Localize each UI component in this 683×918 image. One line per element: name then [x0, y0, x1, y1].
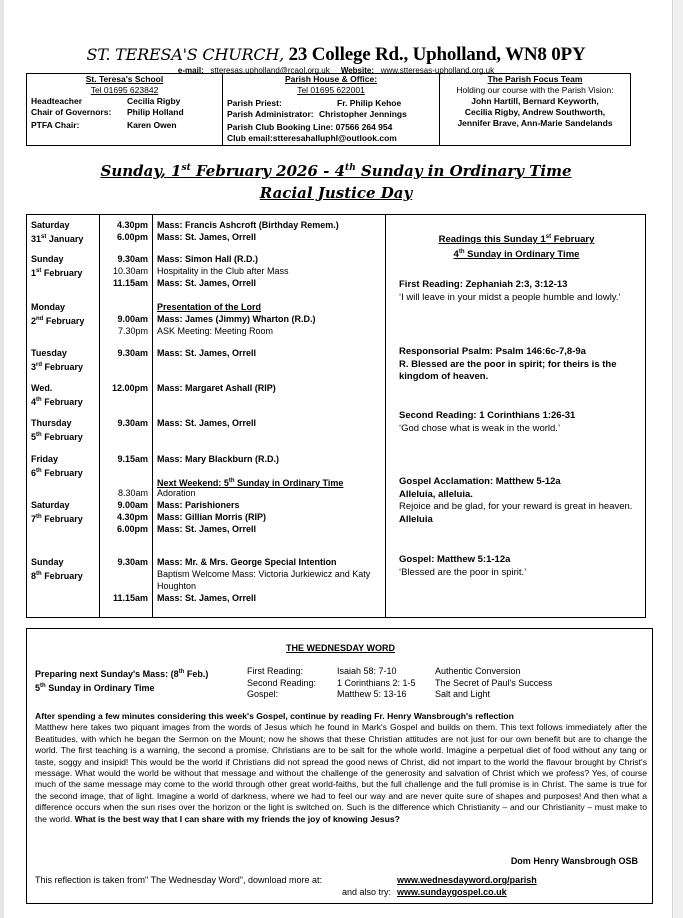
sunday-gospel-link[interactable]: www.sundaygospel.co.uk: [397, 887, 507, 897]
school-row: [31, 96, 218, 107]
reading-text: Rejoice and be glad, for your reward is great in heaven.: [399, 501, 633, 512]
parish-row: [227, 109, 435, 120]
author-signature: Dom Henry Wansbrough OSB: [510, 856, 638, 866]
reading-title: Responsorial Psalm: Psalm 146:6c-7,8-9a: [399, 346, 586, 357]
wednesday-word: [26, 628, 653, 904]
schedule-event: Mass: James (Jimmy) Wharton (R.D.): [157, 314, 316, 324]
school-info: [27, 74, 223, 145]
schedule-day: Monday 2nd February: [31, 302, 85, 326]
date-heading: Sunday, 1st February 2026 - 4th Sunday in Ordinary Time: [100, 162, 572, 180]
parish-title: Parish House & Office:: [284, 74, 378, 84]
school-row: [31, 120, 218, 131]
row-value: Fr. Philip Kehoe: [337, 98, 402, 108]
first-reading: [399, 279, 639, 304]
schedule-time: 8.30am: [117, 488, 148, 498]
schedule-event: ASK Meeting: Meeting Room: [157, 326, 274, 336]
wednesday-word-link[interactable]: www.wednesdayword.org/parish: [397, 875, 537, 885]
next-readings-themes: Authentic Conversion The Secret of Paul's Success Salt and Light: [435, 666, 553, 699]
schedule-event: Mass: Mr. & Mrs. George Special Intention: [157, 557, 337, 567]
schedule-day: Thursday 5th February: [31, 418, 83, 442]
next-readings-labels: First Reading: Second Reading: Gospel:: [247, 666, 317, 699]
schedule-event: Hospitality in the Club after Mass: [157, 266, 289, 276]
schedule-time: 9.30am: [117, 348, 148, 358]
reading-text: ‘I will leave in your midst a people humble and lowly.’: [399, 291, 621, 303]
school-tel: Tel 01695 623842: [90, 85, 159, 95]
schedule-day: Tuesday 3rd February: [31, 348, 84, 372]
reading-text: Alleluia: [399, 513, 433, 525]
also-label: and also try:: [341, 887, 391, 897]
reflection-lead: After spending a few minutes considering this week's Gospel, continue by reading Fr. Henry Wansbrough's reflection: [35, 711, 514, 721]
church-address: 23 College Rd., Upholland, WN8 0PY: [284, 44, 586, 65]
row-value: Philip Holland: [127, 107, 184, 117]
info-box: [26, 73, 631, 146]
school-row: [31, 107, 218, 118]
schedule-time: 9.30am: [117, 254, 148, 264]
schedule-time: 11.15am: [112, 593, 148, 603]
schedule-event: Mass: St. James, Orrell: [157, 348, 257, 358]
schedule-event: Mass: St. James, Orrell: [157, 524, 257, 534]
focus-name-line: Jennifer Brave, Ann-Marie Sandelands: [457, 118, 613, 128]
schedule-time: 9.15am: [117, 454, 148, 464]
club-email: Club email:stteresahalluphl@outlook.com: [227, 133, 397, 143]
schedule-event: Mass: St. James, Orrell: [157, 278, 257, 288]
responsorial-psalm: [399, 346, 639, 384]
booking-line: Parish Club Booking Line: 07566 264 954: [227, 122, 393, 132]
parish-row: [227, 98, 435, 109]
reading-title: Gospel: Matthew 5:1-12a: [399, 554, 511, 565]
next-weekend-heading: Next Weekend: 5th Sunday in Ordinary Time: [157, 478, 344, 488]
sunday-readings: [385, 214, 646, 618]
row-key: PTFA Chair:: [31, 120, 80, 130]
schedule-day: Wed. 4th February: [31, 383, 83, 407]
church-name: ST. TERESA'S CHURCH,: [86, 45, 285, 64]
column-divider: [152, 215, 153, 617]
schedule-event: Mass: Francis Ashcroft (Birthday Remem.): [157, 220, 339, 230]
schedule-time: 9.30am: [117, 418, 148, 428]
gospel-reading: [399, 554, 639, 579]
schedule-time: 12.00pm: [111, 383, 148, 393]
schedule-day: Saturday 31st January: [31, 220, 84, 244]
reflection-text: [35, 711, 647, 825]
occasion-heading: Racial Justice Day: [259, 184, 413, 202]
mass-schedule: [26, 214, 385, 618]
schedule-event: Mass: Margaret Ashall (RIP): [157, 383, 276, 393]
row-value: Karen Owen: [127, 120, 177, 130]
reading-text: Alleluia, alleluia.: [399, 488, 473, 500]
row-key: Headteacher: [31, 96, 83, 106]
schedule-time: 11.15am: [112, 278, 148, 288]
schedule-day: Friday 6th February: [31, 454, 83, 478]
reflection-question: What is the best way that I can share with my friends the joy of knowing Jesus?: [74, 813, 400, 824]
schedule-time: 4.30pm: [116, 512, 148, 522]
schedule-time: 4.30pm: [116, 220, 148, 230]
reading-title: Second Reading: 1 Corinthians 1:26-31: [399, 410, 576, 421]
reading-title: Gospel Acclamation: Matthew 5-12a: [399, 476, 561, 487]
website-label: Website:: [340, 66, 375, 75]
focus-name-line: John Hartill, Bernard Keyworth,: [471, 96, 599, 106]
schedule-event: Mass: St. James, Orrell: [157, 418, 257, 428]
parish-info: [223, 74, 440, 145]
focus-subtitle: Holding our course with the Parish Vision:: [456, 85, 614, 95]
readings-heading: Readings this Sunday 1st February 4th Sunday in Ordinary Time: [438, 234, 595, 261]
wednesday-word-title: THE WEDNESDAY WORD: [285, 643, 395, 653]
gospel-acclamation: [399, 476, 639, 526]
schedule-time: 10.30am: [112, 266, 148, 276]
row-key: Chair of Governors:: [31, 107, 112, 117]
schedule-time: 9.00am: [117, 314, 148, 324]
email-link[interactable]: stteresas.upholland@rcaol.org.uk: [210, 66, 330, 75]
schedule-event: Mass: Mary Blackburn (R.D.): [157, 454, 280, 464]
schedule-event: Adoration: [157, 488, 196, 498]
reading-text: R. Blessed are the poor in spirit; for theirs is the kingdom of heaven.: [399, 358, 617, 382]
school-title: St. Teresa's School: [85, 74, 164, 84]
focus-team-info: [440, 74, 630, 145]
schedule-day: Sunday 8th February: [31, 557, 83, 581]
schedule-time: 9.00am: [117, 500, 148, 510]
page-title: [0, 157, 672, 204]
next-readings-refs: Isaiah 58: 7-10 1 Corinthians 2: 1-5 Matthew 5: 13-16: [337, 666, 416, 699]
schedule-time: 6.00pm: [116, 524, 148, 534]
row-value: Cecilia Rigby: [127, 96, 181, 106]
schedule-time: 9.30am: [117, 557, 148, 567]
schedule-time: 7.30pm: [117, 326, 148, 336]
reading-text: ‘God chose what is weak in the world.’: [399, 422, 561, 434]
source-label: This reflection is taken from" The Wednesday Word", download more at:: [35, 875, 323, 885]
focus-title: The Parish Focus Team: [487, 74, 583, 84]
schedule-event: Baptism Welcome Mass: Victoria Jurkiewicz and Katy Houghton: [157, 569, 371, 591]
source-info: [35, 874, 537, 898]
focus-name-line: Cecilia Rigby, Andrew Southworth,: [464, 107, 606, 117]
email-label: e-mail:: [177, 66, 204, 75]
row-key: Parish Administrator:: [227, 109, 314, 119]
parish-tel: Tel 01695 622001: [297, 85, 365, 95]
schedule-event: Mass: Simon Hall (R.D.): [157, 254, 259, 264]
row-value: Christopher Jennings: [319, 109, 407, 119]
reading-text: ‘Blessed are the poor in spirit.’: [399, 566, 527, 578]
church-header: [0, 44, 672, 66]
schedule-event: Mass: Parishioners: [157, 500, 240, 510]
schedule-event: Mass: St. James, Orrell: [157, 232, 257, 242]
schedule-day: Saturday 7th February: [31, 500, 83, 524]
schedule-time: 6.00pm: [116, 232, 148, 242]
reading-title: First Reading: Zephaniah 2:3, 3:12-13: [399, 279, 568, 290]
second-reading: [399, 410, 639, 435]
schedule-event: Mass: St. James, Orrell: [157, 593, 257, 603]
feast-heading: Presentation of the Lord: [157, 302, 262, 312]
row-key: Parish Priest:: [227, 98, 282, 108]
vertical-scrollbar[interactable]: [672, 0, 683, 918]
schedule-day: Sunday 1st February: [31, 254, 83, 278]
preparing-next-sunday: Preparing next Sunday's Mass: (8th Feb.) 5th Sunday in Ordinary Time: [35, 669, 209, 693]
reflection-body: Matthew here takes two piquant images from the words of Jesus which he found in Mark's Gospel and builds on them. This text follows immediately after the Beatitudes, with which he began the Sermon on the Mount; now he shows that these Christian attitudes are not just for our own benefit but are to change the world. The first teaching is a warning, the second a promise. Christians are to be salt for the whole world. Imagine a perpetual diet of food without any tang or taste, soggy and insipid! This would be the world if Christians did not spread the good news of Christ, did not impart to the world the flavour brought by Christ's message. What would the world be without that message and without the challenge of the generosity and salvation of Christ which we profess? Yes, of course much of the same message may come to the world through other great world-faiths, but the full challenge and the full promise is in Christ. The same is true for the second image, that of light. Imagine a world of darkness, where we had to feel our way and are never quite sure of shapes and purposes! And then what a difference occurs when the sun rises over the horizon or the light is switched on. Such is the difference which Christianity – and our Christianity – must make to the world.: [35, 722, 647, 824]
website-link[interactable]: www.stteresas-upholland.org.uk: [380, 66, 495, 75]
schedule-event: Mass: Gillian Morris (RIP): [157, 512, 267, 522]
